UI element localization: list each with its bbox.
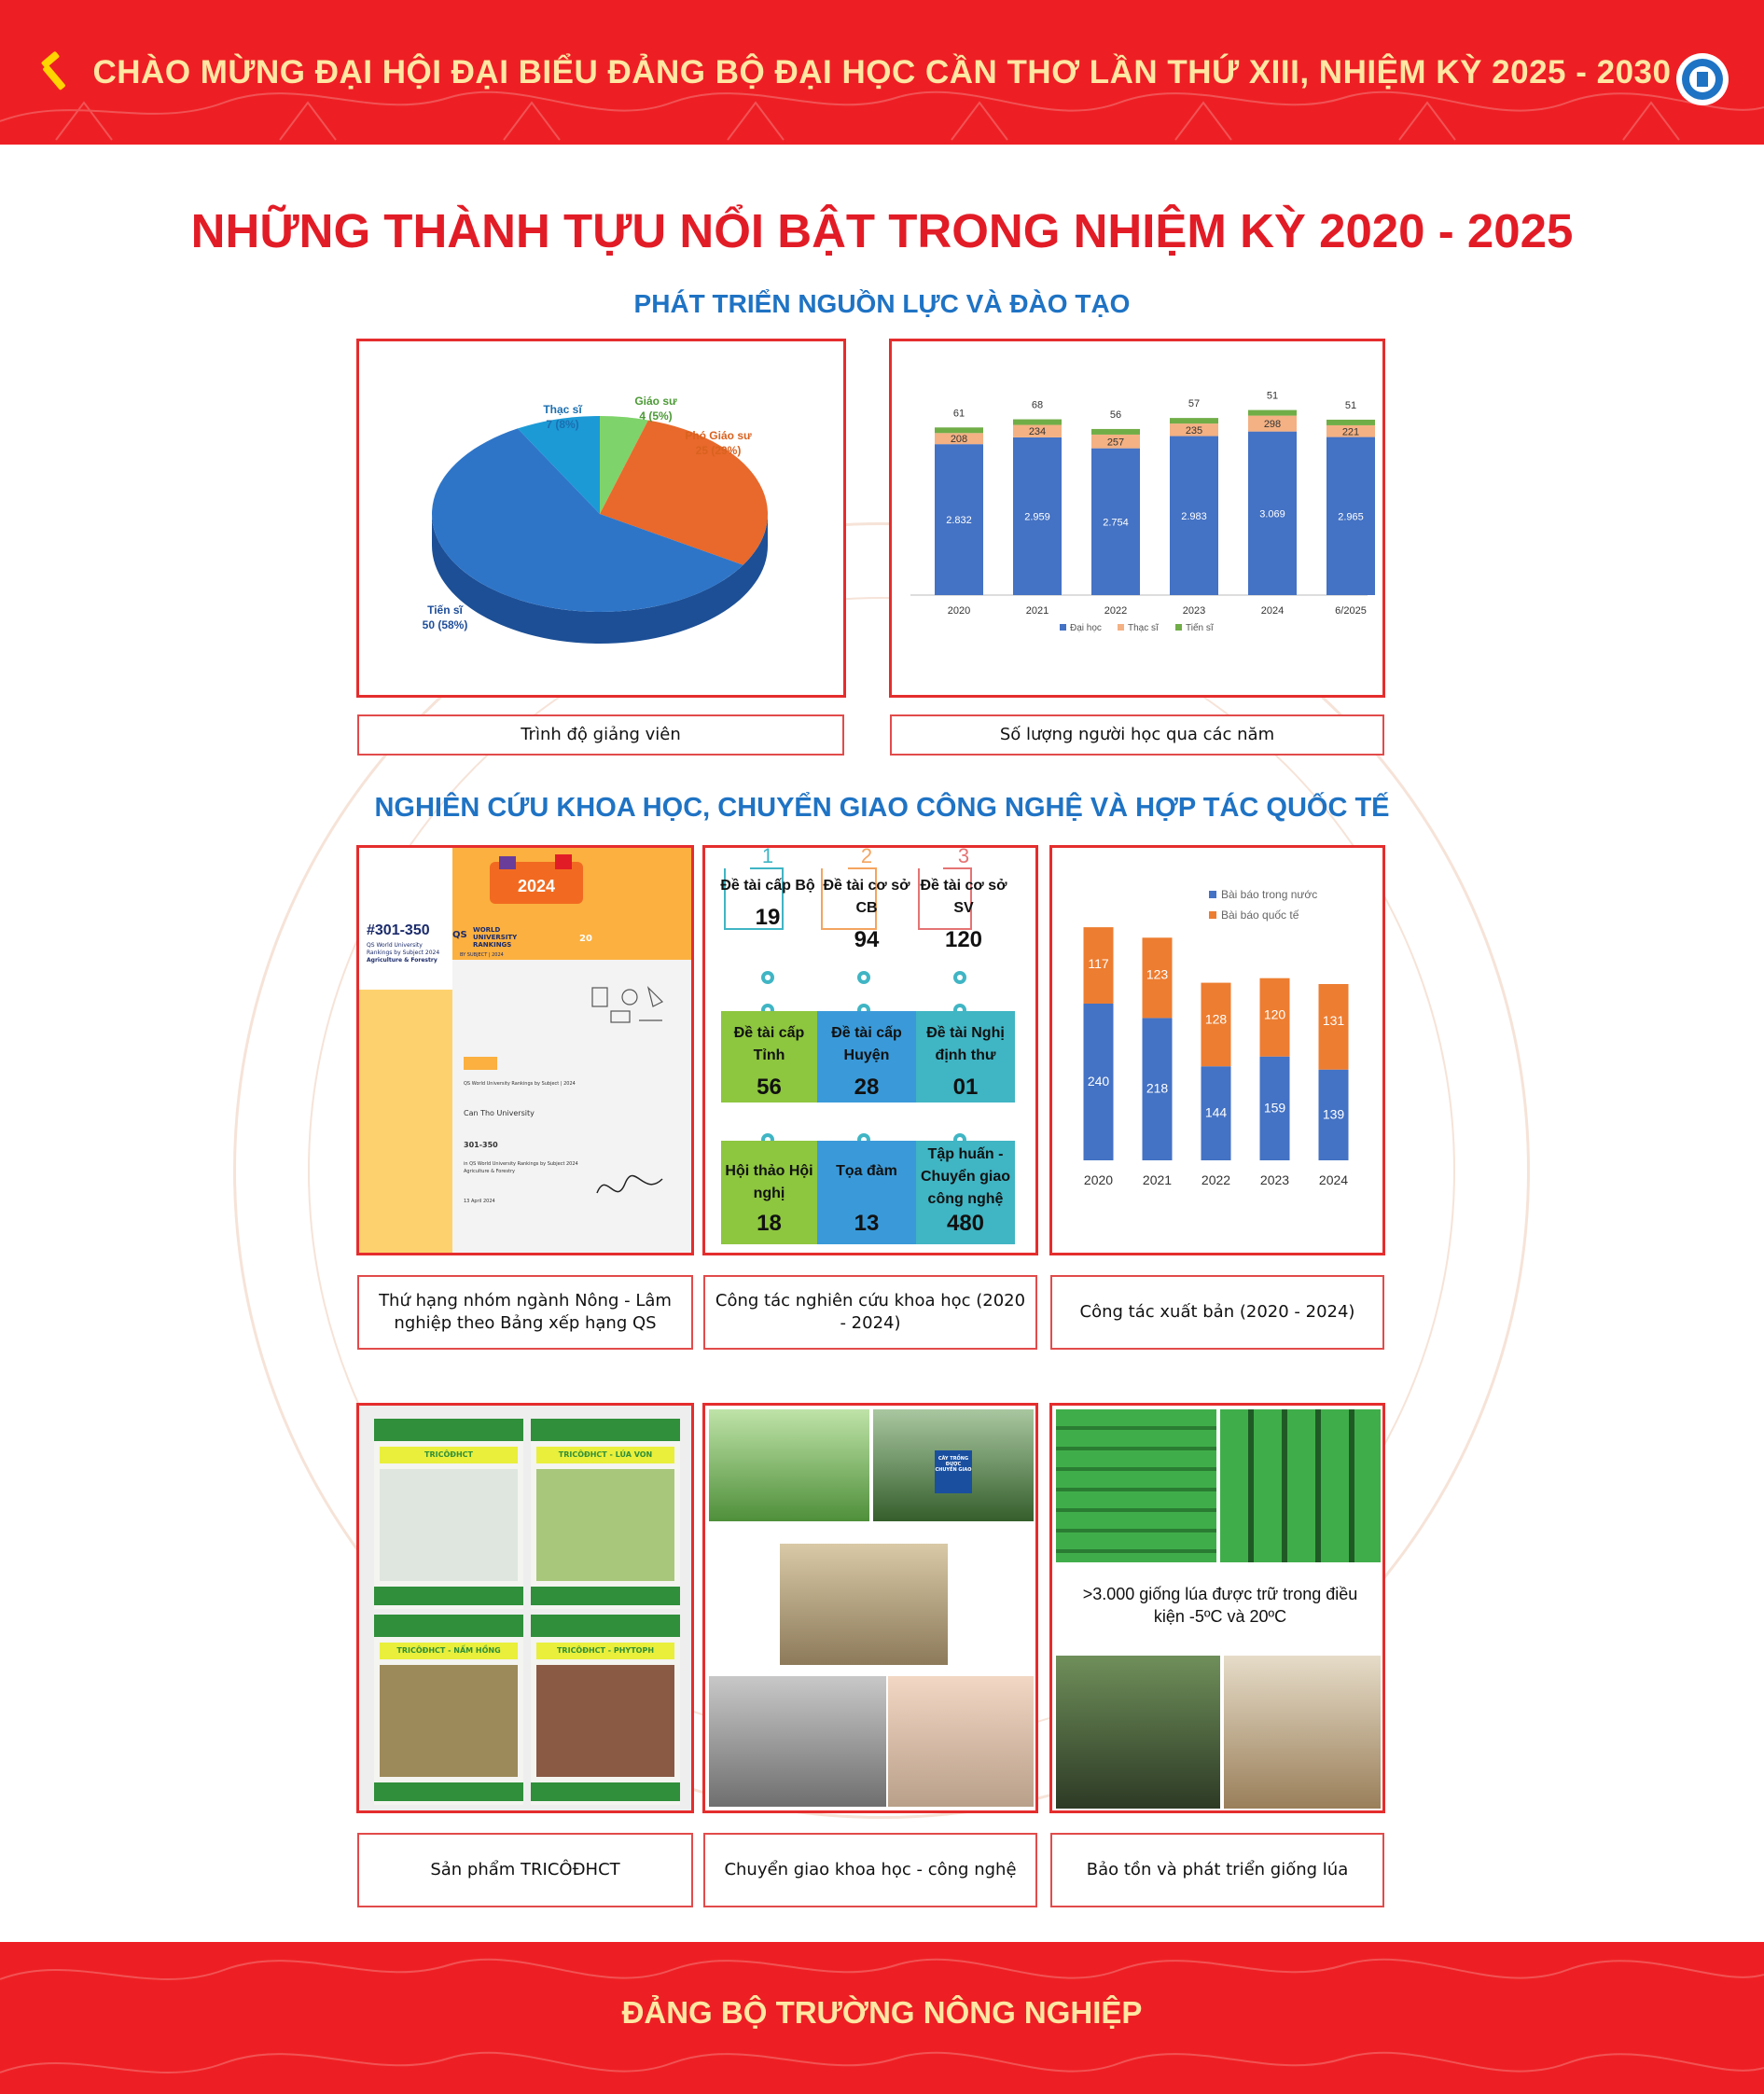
signature: [592, 1165, 667, 1212]
doodle-icons: [583, 978, 676, 1034]
pie-value-label: 25 (29%): [695, 444, 742, 457]
students-stacked-bar-chart: [892, 341, 1382, 695]
veterinary-photo: [888, 1676, 1034, 1807]
x-tick-label: 6/2025: [1335, 605, 1367, 617]
pie-value-label: 50 (58%): [422, 618, 468, 631]
field-sign-photo: CÂY TRỒNG ĐƯỢC CHUYỂN GIAO: [873, 1409, 1034, 1521]
rice-conservation-panel: [1049, 1403, 1385, 1813]
research-item-seminar: Tọa đàm 13: [836, 1163, 897, 1236]
legend-label: Tiến sĩ: [1186, 623, 1214, 633]
pie-label: Thạc sĩ: [543, 403, 582, 416]
bar-segment: [1013, 420, 1062, 425]
product-package-4: TRICÔĐHCT - PHYTOPH: [531, 1615, 680, 1805]
research-item-protocol: Đề tài Nghị định thư 01: [926, 1025, 1005, 1100]
qs-yellow-strip: [359, 990, 452, 1253]
bar-value-label: 2.965: [1338, 511, 1364, 523]
bar-value-label: 56: [1109, 409, 1122, 421]
bar-value-label: 139: [1322, 1106, 1345, 1122]
research-item-conference: Hội thảo Hội nghị 18: [725, 1163, 813, 1236]
rabbit-farm-photo: [709, 1676, 886, 1807]
section-title-resources: PHÁT TRIỂN NGUỒN LỰC VÀ ĐÀO TẠO: [633, 289, 1131, 318]
qs-cert-rank: 301-350: [464, 1141, 498, 1149]
pie-value-label: 4 (5%): [639, 409, 673, 423]
rice-plant-photo: [1056, 1656, 1220, 1809]
seed-storage-photo: [1056, 1409, 1216, 1562]
rice-storage-note: >3.000 giống lúa được trữ trong điều kiện -5ºC và 20ºC: [1082, 1585, 1358, 1626]
caption-lecturer-degree: Trình độ giảng viên: [357, 714, 844, 756]
research-item-training: Tập huấn - Chuyển giao công nghệ 480: [920, 1146, 1010, 1236]
publications-chart-panel: [1049, 845, 1385, 1255]
legend-label: Thạc sĩ: [1128, 623, 1159, 633]
product-package-2: TRICÔĐHCT - LÚA VON: [531, 1419, 680, 1609]
seed-jars-photo: [1224, 1656, 1381, 1809]
caption-products: Sản phẩm TRICÔĐHCT: [357, 1833, 693, 1907]
x-tick-label: 2023: [1259, 1172, 1290, 1187]
bar-value-label: 159: [1263, 1100, 1286, 1116]
qs-2024-graphic: [480, 853, 592, 908]
publications-stacked-bar-chart: [1052, 848, 1382, 1253]
qs-cert-desc: in QS World University Rankings by Subject 2024: [464, 1161, 578, 1167]
caption-publications: Công tác xuất bản (2020 - 2024): [1050, 1275, 1384, 1350]
page-title: NHỮNG THÀNH TỰU NỔI BẬT TRONG NHIỆM KỲ 2020 - 2025: [190, 204, 1574, 257]
legend-label: Đại học: [1070, 623, 1102, 633]
x-tick-label: 2020: [947, 605, 971, 617]
x-tick-label: 2024: [1260, 605, 1285, 617]
bar-segment: [1091, 429, 1140, 435]
research-item-student: 3 Đề tài cơ sở SV 120: [920, 845, 1007, 952]
footer-text: ĐẢNG BỘ TRƯỜNG NÔNG NGHIỆP: [621, 1995, 1143, 2030]
bar-value-label: 123: [1146, 966, 1169, 982]
qs-ranking-panel: [356, 845, 694, 1255]
bar-value-label: 120: [1263, 1006, 1286, 1022]
research-grid-panel: [702, 845, 1038, 1255]
x-tick-label: 2024: [1318, 1172, 1349, 1187]
students-chart-panel: [889, 339, 1385, 698]
technology-transfer-panel: [702, 1403, 1038, 1813]
research-item-staff: 2 Đề tài cơ sở CB 94: [823, 845, 910, 952]
greenhouse-photo: [709, 1409, 869, 1521]
qs-cert-date: 13 April 2024: [464, 1199, 495, 1204]
lecturer-degree-pie-chart: [359, 341, 843, 695]
legend-swatch: [1175, 624, 1182, 631]
research-item-ministry: 1 Đề tài cấp Bộ 19: [720, 845, 815, 930]
bar-segment: [935, 427, 983, 433]
qs-by-subject: BY SUBJECT | 2024: [460, 952, 504, 958]
bar-value-label: 117: [1088, 956, 1109, 972]
qs-20-badge: 20: [574, 934, 598, 950]
research-item-province: Đề tài cấp Tỉnh 56: [733, 1025, 805, 1100]
bar-value-label: 221: [1341, 426, 1360, 438]
legend-swatch: [1209, 891, 1216, 898]
legend-label: Bài báo quốc tế: [1221, 908, 1299, 922]
bar-value-label: 61: [952, 408, 965, 420]
x-tick-label: 2020: [1083, 1172, 1114, 1187]
x-tick-label: 2022: [1104, 605, 1128, 617]
x-tick-label: 2021: [1025, 605, 1049, 617]
bar-value-label: 51: [1344, 399, 1357, 411]
pie-label: Giáo sư: [634, 395, 677, 408]
bar-segment: [1170, 418, 1218, 423]
caption-transfer: Chuyển giao khoa học - công nghệ: [703, 1833, 1037, 1907]
pie-value-label: 7 (8%): [546, 418, 579, 431]
header-band: [0, 0, 1764, 145]
caption-qs-ranking: Thứ hạng nhóm ngành Nông - Lâm nghiệp theo Bảng xếp hạng QS: [357, 1275, 693, 1350]
bar-value-label: 240: [1087, 1074, 1110, 1089]
bar-value-label: 2.832: [946, 515, 972, 527]
bar-value-label: 144: [1204, 1104, 1228, 1120]
legend-label: Bài báo trong nước: [1221, 888, 1318, 901]
caption-students: Số lượng người học qua các năm: [890, 714, 1384, 756]
header-banner-text: CHÀO MỪNG ĐẠI HỘI ĐẠI BIỂU ĐẢNG BỘ ĐẠI HỌC CẦN THƠ LẦN THỨ XIII, NHIỆM KỲ 2025 - 2030: [92, 54, 1672, 90]
bar-value-label: 218: [1146, 1080, 1169, 1096]
research-item-district: Đề tài cấp Huyện 28: [831, 1025, 902, 1100]
qs-rank-desc: QS World University Rankings by Subject 2024 Agriculture & Forestry: [367, 942, 440, 964]
x-tick-label: 2022: [1201, 1172, 1231, 1187]
qs-cert-university: Can Tho University: [464, 1109, 535, 1117]
legend-swatch: [1118, 624, 1124, 631]
bar-value-label: 2.959: [1024, 511, 1050, 523]
footer-band: [0, 1942, 1764, 2094]
x-tick-label: 2021: [1142, 1172, 1173, 1187]
caption-rice: Bảo tồn và phát triển giống lúa: [1050, 1833, 1384, 1907]
bar-value-label: 51: [1266, 390, 1279, 402]
bar-value-label: 298: [1263, 419, 1282, 431]
bar-value-label: 2.754: [1103, 517, 1129, 529]
bar-value-label: 208: [950, 434, 968, 446]
qs-brand: WORLD UNIVERSITY RANKINGS: [473, 926, 518, 949]
legend-swatch: [1209, 911, 1216, 919]
qs-cert-title: QS World University Rankings by Subject | 2024: [464, 1081, 576, 1087]
caption-research: Công tác nghiên cứu khoa học (2020 - 2024): [703, 1275, 1037, 1350]
pie-label: Tiến sĩ: [427, 603, 463, 617]
bar-value-label: 257: [1106, 437, 1125, 449]
svg-text:2024: 2024: [517, 877, 556, 895]
bar-value-label: 68: [1031, 399, 1044, 411]
poultry-farm-photo: [780, 1544, 948, 1665]
bar-value-label: 2.983: [1181, 510, 1207, 522]
section-title-research: NGHIÊN CỨU KHOA HỌC, CHUYỂN GIAO CÔNG NGHỆ VÀ HỢP TÁC QUỐC TẾ: [374, 793, 1390, 823]
cold-storage-photo: [1220, 1409, 1381, 1562]
bar-value-label: 131: [1322, 1013, 1345, 1028]
lecturer-degree-chart-panel: [356, 339, 846, 698]
qs-cert-subject: Agriculture & Forestry: [464, 1169, 515, 1174]
product-package-3: TRICÔĐHCT - NẤM HỒNG: [374, 1615, 523, 1805]
qs-logo-text: QS: [452, 930, 467, 940]
legend-swatch: [1060, 624, 1066, 631]
product-package-1: TRICÔĐHCT: [374, 1419, 523, 1609]
bar-segment: [1248, 410, 1297, 416]
bar-value-label: 128: [1204, 1011, 1228, 1027]
bar-value-label: 234: [1028, 426, 1047, 438]
tricho-products-panel: [356, 1403, 694, 1813]
qs-rank: #301-350: [367, 922, 430, 938]
bar-value-label: 57: [1188, 398, 1201, 410]
x-tick-label: 2023: [1182, 605, 1206, 617]
bar-value-label: 235: [1185, 424, 1203, 437]
qs-cert-logo: [464, 1057, 497, 1070]
bar-segment: [1326, 420, 1375, 425]
pie-label: Phó Giáo sư: [685, 429, 752, 442]
bar-value-label: 3.069: [1259, 508, 1285, 520]
